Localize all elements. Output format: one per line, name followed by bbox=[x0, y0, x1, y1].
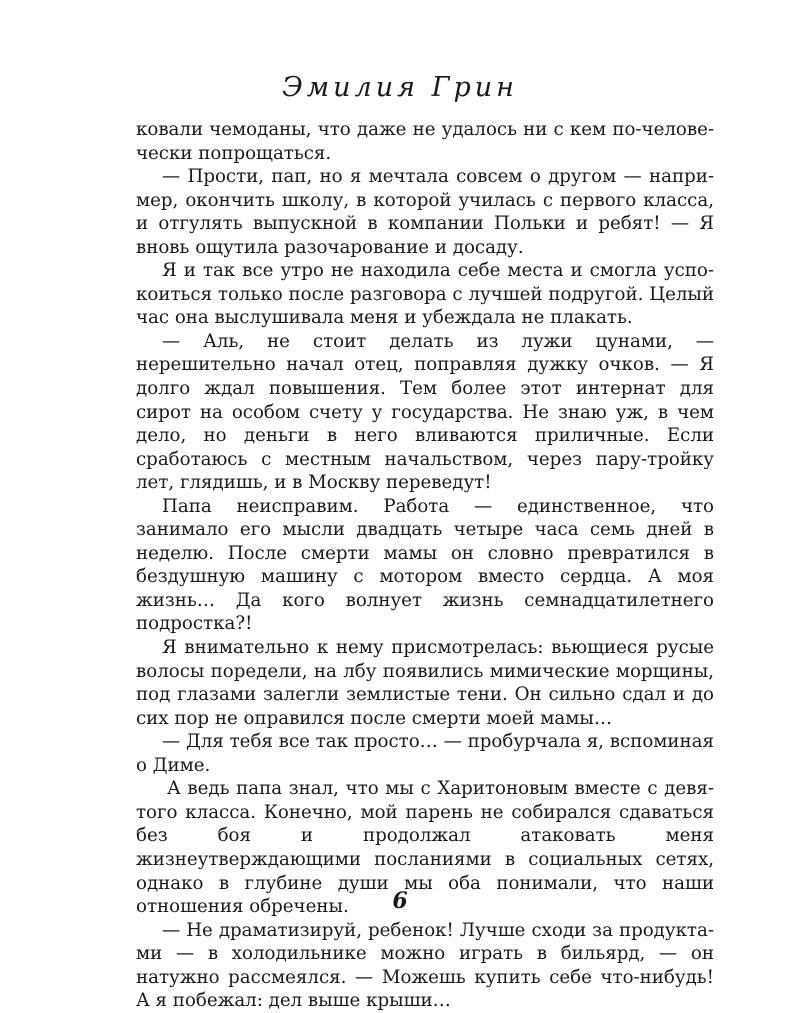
paragraph-dialogue: — Для тебя все так просто… — пробурчала я, вспоминая о Диме. bbox=[136, 731, 714, 776]
body-text bbox=[136, 118, 714, 1013]
paragraph-continuation: ковали чемоданы, что даже не удалось ни с кем по-человечески попрощаться. bbox=[136, 119, 714, 164]
paragraph: А ведь папа знал, что мы с Харитоновым вместе с девятого класса. Конечно, мой парень не собирался сдаваться без боя и продолжал атаковать меня жизнеутверждающими посланиями в социальных сетях, однако в глубине души мы оба понимали, что наши отношения обречены. bbox=[136, 778, 714, 918]
paragraph-dialogue: — Прости, пап, но я мечтала совсем о другом — например, окончить школу, в которой училась с первого класса, и отгулять выпускной в компании Польки и ребят! — Я вновь ощутила разочарование и досаду. bbox=[136, 166, 714, 258]
paragraph: Я внимательно к нему присмотрелась: вьющиеся русые волосы поредели, на лбу появились мимические морщины, под глазами залегли землистые тени. Он сильно сдал и до сих пор не оправился после смерти моей мамы… bbox=[136, 637, 714, 729]
paragraph-dialogue: — Аль, не стоит делать из лужи цунами, — нерешительно начал отец, поправляя дужку очков. — Я долго ждал повышения. Тем более этот интернат для сирот на особом счету у государства. Не знаю уж, в чем дело, но деньги в него вливаются приличные. Если сработаюсь с местным начальством, через пару-тройку лет, глядишь, и в Москву переведут! bbox=[136, 330, 714, 494]
running-header-author: Эмилия Грин bbox=[282, 72, 518, 103]
page-number: 6 bbox=[392, 888, 408, 914]
paragraph: Я и так все утро не находила себе места и смогла успокоиться только после разговора с лучшей подругой. Целый час она выслушивала меня и убеждала не плакать. bbox=[136, 260, 714, 329]
paragraph: Папа неисправим. Работа — единственное, что занимало его мысли двадцать четыре часа семь дней в неделю. После смерти мамы он словно превратился в бездушную машину с мотором вместо сердца. А моя жизнь… Да кого волнует жизнь семнадцатилетнего подростка?! bbox=[136, 495, 714, 635]
paragraph-dialogue: — Не драматизируй, ребенок! Лучше сходи за продуктами — в холодильнике можно играть в бильярд, — он натужно рассмеялся. — Можешь купить себе что-нибудь! А я побежал: дел выше крыши… bbox=[136, 919, 714, 1012]
